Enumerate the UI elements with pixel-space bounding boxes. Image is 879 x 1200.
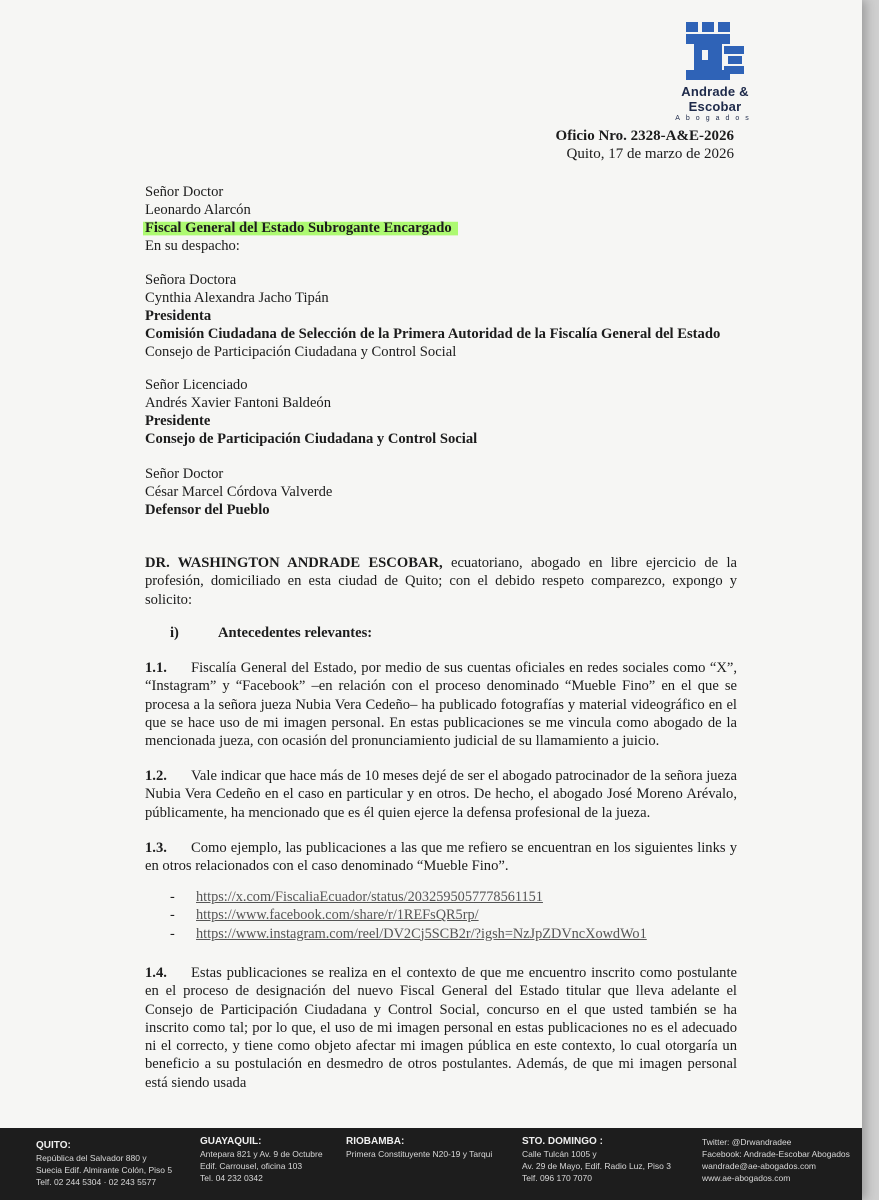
paragraph-number: 1.3. [145,840,167,856]
footer-riobamba [346,1136,492,1160]
footer-bar [0,1128,862,1200]
footer-line: Facebook: Andrade-Escobar Abogados [702,1149,850,1159]
footer-line: www.ae-abogados.com [702,1173,791,1183]
recipient-2 [145,271,720,361]
footer-line: Av. 29 de Mayo, Edif. Radio Luz, Piso 3 [522,1161,671,1171]
paragraph-number: 1.4. [145,965,167,981]
footer-quito [36,1140,172,1188]
footer-line: Calle Tulcán 1005 y [522,1149,597,1159]
paragraph-text: Vale indicar que hace más de 10 meses dejé de ser el abogado patrocinador de la señora jueza Nubia Vera Cedeño en el caso en particular y en otros. De hecho, el abogado José Moreno Arévalo, públicamente, ha mencionado que es él quien ejerce la defensa profesional de la jueza. [145,768,737,821]
recipient-role: Defensor del Pueblo [145,502,270,518]
paragraph-text: Estas publicaciones se realiza en el contexto de que me encuentro inscrito como postulante en el proceso de designación del nuevo Fiscal General del Estado titular que lleva adelante el Consejo de Participación Ciudadana y Control Social, concurso en el que usted también se ha inscrito como tal; por lo que, el uso de mi imagen personal en estas publicaciones no es el adecuado ni el correcto, y tiene como objeto afectar mi imagen pública en este contexto, lo cual otorgaría un beneficio a su postulación en desmedro de otros postulantes. Además, de que mi imagen personal está siendo usada [145,965,737,1091]
recipient-4 [145,465,332,519]
footer-line: Twitter: @Drwandradee [702,1137,792,1147]
reference-block [556,127,734,163]
footer-line: Telf. 02 244 5304 · 02 243 5577 [36,1177,157,1187]
footer-line: Edif. Carrousel, oficina 103 [200,1161,303,1171]
link-list [170,888,647,943]
recipient-name: César Marcel Córdova Valverde [145,484,333,500]
footer-guayaquil [200,1136,323,1184]
recipient-salutation: Señor Doctor [145,466,224,482]
section-title: Antecedentes relevantes: [218,625,373,641]
section-heading [170,624,372,642]
recipient-role: Presidenta [145,308,212,324]
footer-city: QUITO: [36,1140,71,1151]
footer-city: STO. DOMINGO : [522,1136,603,1147]
recipient-1 [145,183,458,255]
footer-line: wandrade@ae-abogados.com [702,1161,817,1171]
recipient-salutation: Señor Licenciado [145,377,248,393]
footer-city: GUAYAQUIL: [200,1136,262,1147]
recipient-name: Cynthia Alexandra Jacho Tipán [145,290,329,306]
recipient-name: Leonardo Alarcón [145,202,251,218]
list-item: - https://www.instagram.com/reel/DV2Cj5SCB2r/?igsh=NzJpZDVncXowdWo1 [170,925,647,942]
reference-number: Oficio Nro. 2328-A&E-2026 [555,128,734,144]
recipient-title-highlighted: Fiscal General del Estado Subrogante Encargado [143,220,458,236]
recipient-org: Comisión Ciudadana de Selección de la Primera Autoridad de la Fiscalía General del Estado [145,326,721,342]
footer-contact [702,1136,850,1184]
recipient-name: Andrés Xavier Fantoni Baldeón [145,395,332,411]
footer-line: Primera Constituyente N20-19 y Tarqui [346,1149,493,1159]
recipient-salutation: Señor Doctor [145,184,224,200]
footer-sto-domingo [522,1136,671,1184]
paragraph-1-3 [145,839,737,876]
link-facebook[interactable]: https://www.facebook.com/share/r/1REFsQR5rp/ [196,907,479,924]
intro-lead: DR. WASHINGTON ANDRADE ESCOBAR, [145,555,443,571]
recipient-3 [145,376,477,448]
logo-name: Andrade & Escobar [681,84,749,114]
recipient-extra: Consejo de Participación Ciudadana y Control Social [145,344,457,360]
logo-subtitle: Abogados [675,115,755,122]
footer-line: República del Salvador 880 y [36,1153,147,1163]
chess-rook-logo-icon [680,18,750,82]
paragraph-number: 1.1. [145,660,167,676]
paragraph-1-4 [145,964,737,1092]
intro-paragraph [145,554,737,609]
paragraph-text: Como ejemplo, las publicaciones a las que me refiero se encuentran en los siguientes links y en otros relacionados con el caso denominado “Mueble Fino”. [145,840,737,875]
footer-line: Tel. 04 232 0342 [200,1173,263,1183]
list-item: - https://www.facebook.com/share/r/1REFsQR5rp/ [170,907,479,924]
paragraph-1-1 [145,659,737,750]
footer-line: Antepara 821 y Av. 9 de Octubre [200,1149,323,1159]
paragraph-1-2 [145,767,737,822]
list-item: - https://x.com/FiscaliaEcuador/status/2032595057778561151 [170,889,543,905]
paragraph-number: 1.2. [145,768,167,784]
footer-line: Telf. 096 170 7070 [522,1173,592,1183]
recipient-salutation: Señora Doctora [145,272,237,288]
link-instagram[interactable]: https://www.instagram.com/reel/DV2Cj5SCB2r/?igsh=NzJpZDVncXowdWo1 [196,925,647,942]
recipient-org: Consejo de Participación Ciudadana y Control Social [145,431,478,447]
section-number: i) [170,625,179,641]
footer-line: Suecia Edif. Almirante Colón, Piso 5 [36,1165,173,1175]
footer-city: RIOBAMBA: [346,1136,405,1147]
recipient-extra: En su despacho: [145,238,240,254]
paragraph-text: Fiscalía General del Estado, por medio de sus cuentas oficiales en redes sociales como “X”, “Instagram” y “Facebook” –en relación con el proceso denominado “Mueble Fino” en el que se procesa a la señora jueza Nubia Vera Cedeño– ha publicado fotografías y material videográfico en el que se hace uso de mi imagen personal. En estas publicaciones se me vincula como abogado de la mencionada jueza, con ocasión del pronunciamiento judicial de su llamamiento a juicio. [145,660,737,750]
intro-text: ecuatoriano, abogado en libre ejercicio de la profesión, domiciliado en esta ciudad de Quito; con el debido respeto comparezco, expongo y solicito: [145,555,737,608]
firm-logo [655,18,775,122]
place-date: Quito, 17 de marzo de 2026 [566,146,734,162]
recipient-role: Presidente [145,413,211,429]
link-x[interactable]: https://x.com/FiscaliaEcuador/status/2032595057778561151 [196,889,543,905]
